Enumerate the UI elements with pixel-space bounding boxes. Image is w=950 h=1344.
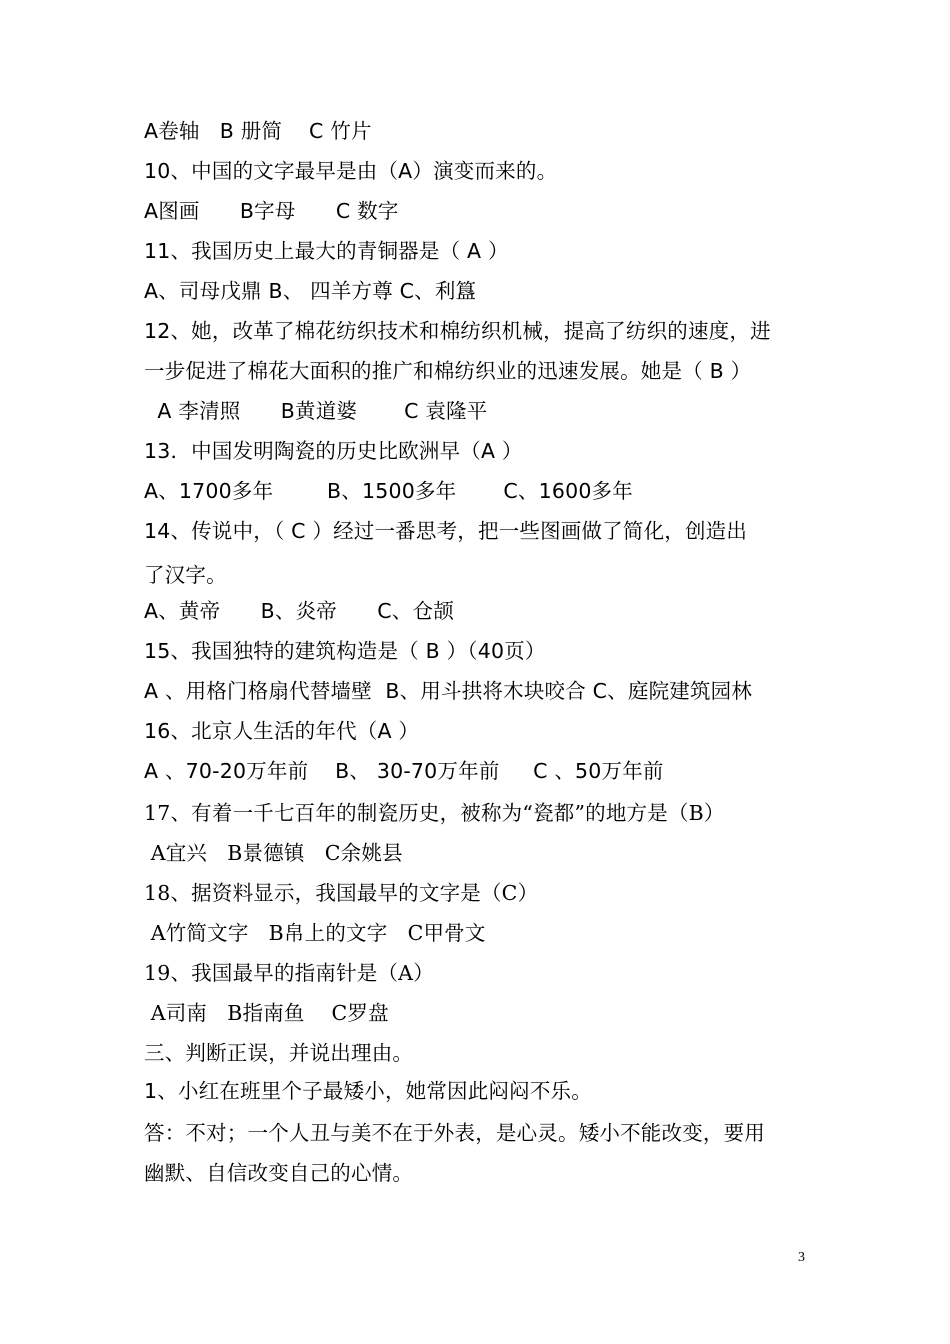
question-12-line-1: 12、她，改革了棉花纺织技术和棉纺织机械，提高了纺织的速度，进 [144, 319, 771, 343]
question-19: 19、我国最早的指南针是（A） [144, 961, 434, 985]
section-heading-3: 三、判断正误，并说出理由。 [144, 1041, 414, 1065]
question-12-line-2: 一步促进了棉花大面积的推广和棉纺织业的迅速发展。她是（ B ） [144, 359, 752, 383]
page-number: 3 [798, 1250, 805, 1265]
question-13: 13．中国发明陶瓷的历史比欧洲早（A ） [144, 439, 523, 463]
option-line-q19: A司南 B指南鱼 C罗盘 [144, 1001, 389, 1025]
option-line-q18: A竹简文字 B帛上的文字 C甲骨文 [144, 921, 486, 945]
answer-1-line-2: 幽默、自信改变自己的心情。 [144, 1161, 414, 1185]
option-line-q11: A、司母戊鼎 B、 四羊方尊 C、利簋 [144, 279, 477, 303]
option-line-q12: A 李清照 B黄道婆 C 袁隆平 [144, 399, 488, 423]
option-line-q14: A、黄帝 B、炎帝 C、仓颉 [144, 599, 454, 623]
question-17: 17、有着一千七百年的制瓷历史，被称为“瓷都”的地方是（B） [144, 801, 725, 825]
option-line-q9: A卷轴 B 册简 C 竹片 [144, 119, 372, 143]
question-15: 15、我国独特的建筑构造是（ B ）（40页） [144, 639, 546, 663]
question-14-line-1: 14、传说中，（ C ）经过一番思考，把一些图画做了简化，创造出 [144, 519, 748, 543]
statement-1: 1、小红在班里个子最矮小，她常因此闷闷不乐。 [144, 1079, 592, 1103]
option-line-q10: A图画 B字母 C 数字 [144, 199, 399, 223]
option-line-q13: A、1700多年 B、1500多年 C、1600多年 [144, 479, 633, 503]
option-line-q17: A宜兴 B景德镇 C余姚县 [144, 841, 403, 865]
answer-1-line-1: 答：不对；一个人丑与美不在于外表，是心灵。矮小不能改变，要用 [144, 1121, 765, 1145]
option-line-q15: A 、用格门格扇代替墙壁 B、用斗拱将木块咬合 C、庭院建筑园林 [144, 679, 753, 703]
question-18: 18、据资料显示，我国最早的文字是（C） [144, 881, 539, 905]
question-10: 10、中国的文字最早是由（A）演变而来的。 [144, 159, 558, 183]
question-14-line-2: 了汉字。 [144, 563, 227, 587]
question-16: 16、北京人生活的年代（A ） [144, 719, 420, 743]
question-11: 11、我国历史上最大的青铜器是（ A ） [144, 239, 509, 263]
option-line-q16: A 、70-20万年前 B、 30-70万年前 C 、50万年前 [144, 759, 664, 783]
